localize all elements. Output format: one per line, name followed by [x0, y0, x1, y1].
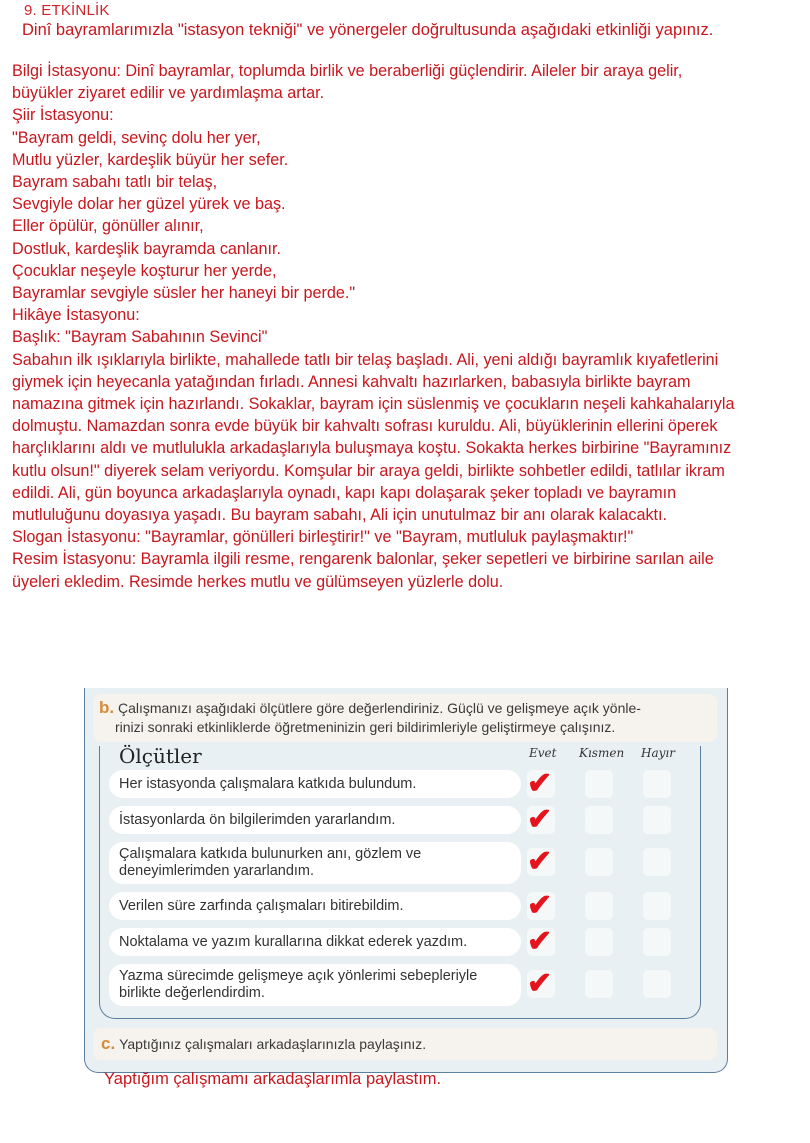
answer-line: giymek için heyecanla yatağından fırladı. Annesi kahvaltı hazırlarken, babasıyla birlikte bayram: [12, 372, 691, 391]
answer-line: Sabahın ilk ışıklarıyla birlikte, mahallede tatlı bir telaş başladı. Ali, yeni aldığı bayramlık kıyafetlerini: [12, 350, 719, 369]
checkbox-kismen[interactable]: [585, 970, 613, 998]
instruction-text: Yaptığınız çalışmaları arkadaşlarınızla paylaşınız.: [119, 1036, 427, 1052]
criteria-row: Verilen süre zarfında çalışmaları bitirebildim.: [109, 892, 521, 920]
answer-line: Resim İstasyonu: Bayramla ilgili resme, rengarenk balonlar, şeker sepetleri ve birbirine sarılan aile: [12, 550, 714, 569]
section-c-letter: c.: [101, 1034, 116, 1053]
checkmark-icon: ✔: [527, 889, 553, 922]
answer-line: Dostluk, kardeşlik bayramda canlanır.: [12, 239, 282, 258]
answer-line: Bayramlar sevgiyle süsler her haneyi bir perde.": [12, 284, 356, 303]
section-c-instruction: [93, 1028, 717, 1060]
answer-line: Hikâye İstasyonu:: [12, 306, 140, 325]
section-c-answer: Yaptığım çalışmamı arkadaşlarımla paylastım.: [104, 1070, 442, 1088]
answer-line: namazına gitmek için hazırlandı. Sokaklar, bayram için süslenmiş ve çocukların neşeli kahkahalarıyla: [12, 395, 735, 414]
checkmark-icon: ✔: [527, 925, 553, 958]
answer-line: Şiir İstasyonu:: [12, 106, 114, 125]
checkbox-hayir[interactable]: [643, 806, 671, 834]
column-hayir: Hayır: [641, 746, 675, 760]
answer-line: Sevgiyle dolar her güzel yürek ve baş.: [12, 195, 286, 214]
answer-line: üyeleri ekledim. Resimde herkes mutlu ve gülümseyen yüzlerle dolu.: [12, 572, 504, 591]
checkbox-hayir[interactable]: [643, 892, 671, 920]
checkbox-kismen[interactable]: [585, 770, 613, 798]
instruction-line: Çalışmanızı aşağıdaki ölçütlere göre değerlendiriniz. Güçlü ve gelişmeye açık yönle-: [118, 700, 641, 716]
section-b-instruction: [93, 694, 717, 742]
instruction-line: rinizi sonraki etkinliklerde öğretmeninizin geri bildirimleriyle geliştirmeye çalışınız.: [115, 719, 616, 735]
checkmark-icon: ✔: [527, 967, 553, 1000]
answer-line: Başlık: "Bayram Sabahının Sevinci": [12, 328, 268, 347]
answer-line: harçlıklarını aldı ve mutlulukla arkadaşlarıyla buluşmaya koştu. Sokakta herkes birbirine "Bayramınız: [12, 439, 732, 458]
activity-instruction: Dinî bayramlarımızla "istasyon tekniği" ve yönergeler doğrultusunda aşağıdaki etkinliği yapınız.: [22, 21, 714, 39]
answer-line: Slogan İstasyonu: "Bayramlar, gönülleri birleştirir!" ve "Bayram, mutluluk paylaşmaktır!": [12, 528, 634, 547]
answer-line: büyükler ziyaret edilir ve yardımlaşma artar.: [12, 84, 325, 103]
answer-line: mutluluğunu doyasıya yaşadı. Bu bayram sabahı, Ali için unutulmaz bir anı olarak kalacaktı.: [12, 506, 668, 525]
checkmark-icon: ✔: [527, 845, 553, 878]
handwritten-answer: [12, 60, 802, 593]
checkbox-kismen[interactable]: [585, 806, 613, 834]
checkbox-hayir[interactable]: [643, 970, 671, 998]
answer-line: Mutlu yüzler, kardeşlik büyür her sefer.: [12, 150, 289, 169]
section-b-letter: b.: [99, 698, 115, 717]
column-evet: Evet: [529, 746, 557, 760]
checkbox-kismen[interactable]: [585, 848, 613, 876]
checkbox-hayir[interactable]: [643, 928, 671, 956]
answer-line: Bayram sabahı tatlı bir telaş,: [12, 173, 218, 192]
checkbox-kismen[interactable]: [585, 892, 613, 920]
checkbox-hayir[interactable]: [643, 770, 671, 798]
answer-line: edildi. Ali, gün boyunca arkadaşlarıyla oynadı, kapı kapı dolaşarak şeker topladı ve bayramın: [12, 483, 677, 502]
criteria-row: Yazma sürecimde gelişmeye açık yönlerimi sebepleriyle birlikte değerlendirdim.: [109, 964, 521, 1006]
activity-title: 9. ETKİNLİK: [24, 2, 110, 19]
checkmark-icon: ✔: [527, 803, 553, 836]
criteria-title: Ölçütler: [119, 744, 202, 768]
answer-line: dolmuştu. Namazdan sonra evde büyük bir kahvaltı sofrası kuruldu. Ali, büyüklerinin ellerini öperek: [12, 417, 718, 436]
criteria-row: Noktalama ve yazım kurallarına dikkat ederek yazdım.: [109, 928, 521, 956]
evaluation-panel: [84, 688, 728, 1073]
checkmark-icon: ✔: [527, 767, 553, 800]
answer-line: Eller öpülür, gönüller alınır,: [12, 217, 204, 236]
criteria-row: Çalışmalara katkıda bulunurken anı, gözlem ve deneyimlerimden yararlandım.: [109, 842, 521, 884]
checkbox-kismen[interactable]: [585, 928, 613, 956]
checkbox-hayir[interactable]: [643, 848, 671, 876]
answer-line: Bilgi İstasyonu: Dinî bayramlar, toplumda birlik ve beraberliği güçlendirir. Aileler bir araya gelir,: [12, 62, 683, 80]
answer-line: "Bayram geldi, sevinç dolu her yer,: [12, 128, 261, 147]
column-kismen: Kısmen: [579, 746, 625, 760]
answer-line: kutlu olsun!" diyerek selam veriyordu. Komşular bir araya geldi, birlikte sohbetler edildi, tatlılar ikram: [12, 461, 725, 480]
criteria-row: İstasyonlarda ön bilgilerimden yararlandım.: [109, 806, 521, 834]
answer-line: Çocuklar neşeyle koşturur her yerde,: [12, 261, 277, 280]
criteria-row: Her istasyonda çalışmalara katkıda bulundum.: [109, 770, 521, 798]
activity-header: [22, 2, 713, 40]
